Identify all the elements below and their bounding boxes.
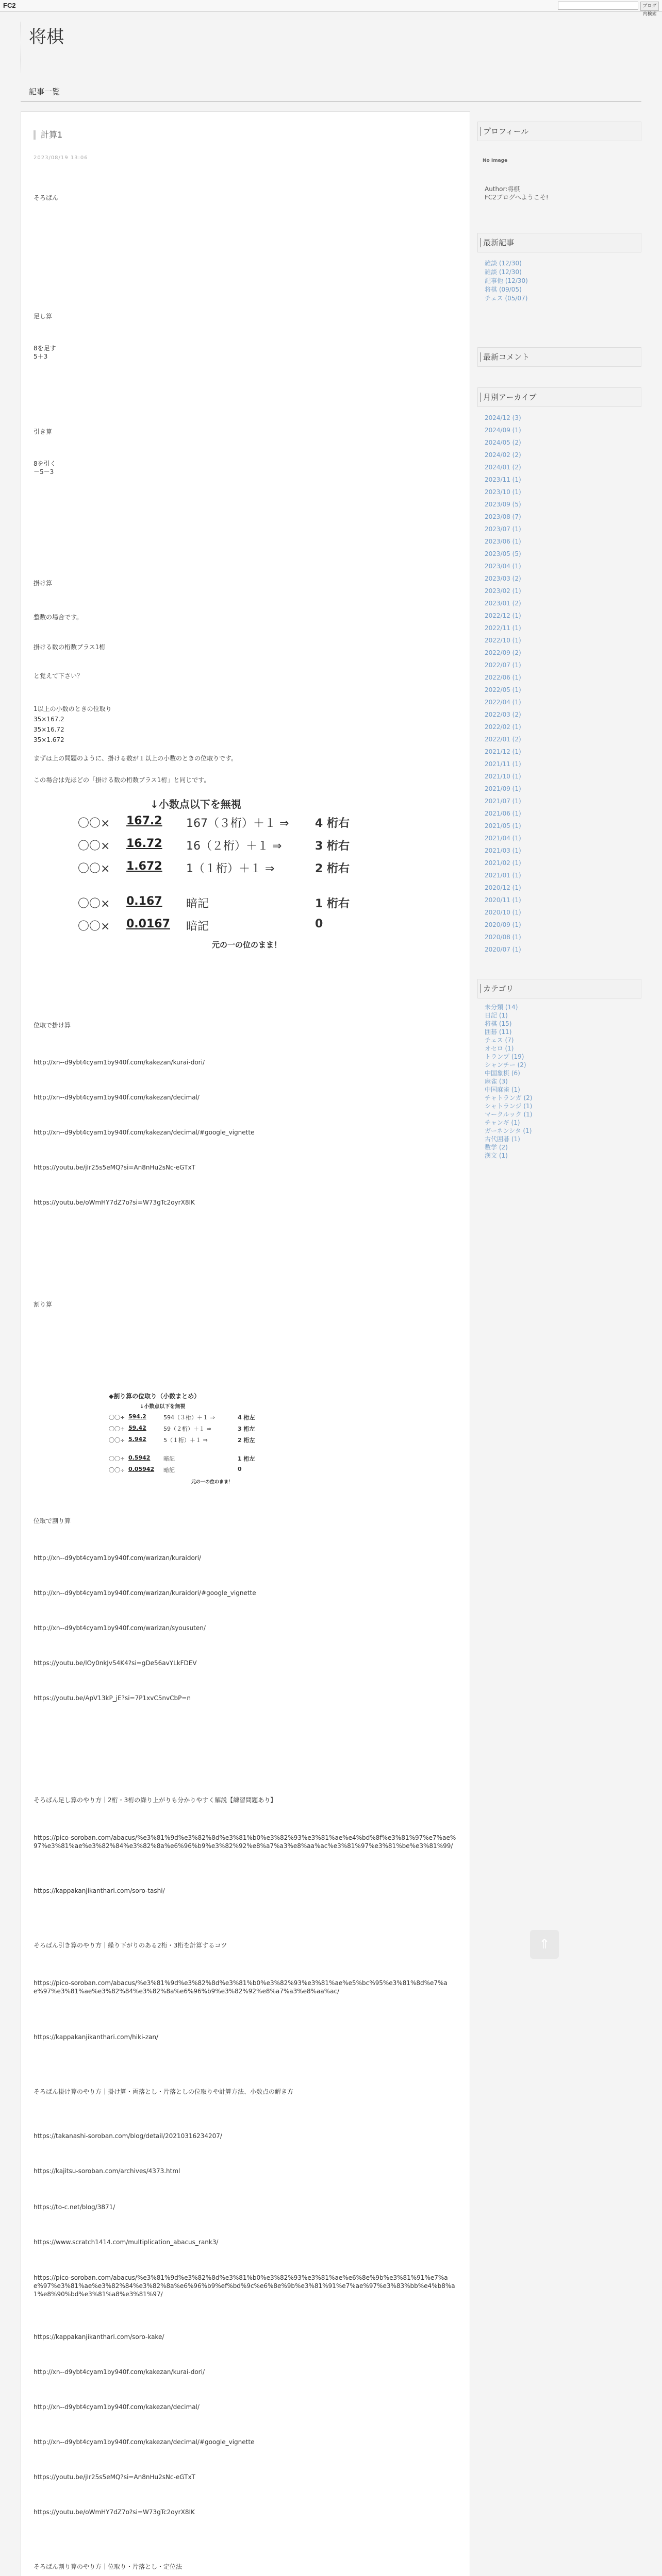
recent-link[interactable]: 雑談 (12/30) [485, 268, 522, 276]
archive-link[interactable]: 2023/01 (2) [485, 600, 521, 607]
article-text: 5＋3 [34, 353, 48, 360]
fig1-row-number: 16.72 [126, 837, 162, 850]
recent-link[interactable]: 雑談 (12/30) [485, 260, 522, 267]
recent-link[interactable]: チェス (05/07) [485, 295, 528, 302]
fig1-row-number: 0.0167 [126, 918, 170, 930]
article-link[interactable]: http://xn--d9ybt4cyam1by940f.com/warizan/syousuten/ [34, 1624, 206, 1632]
article-link[interactable]: http://xn--d9ybt4cyam1by940f.com/kakezan/kurai-dori/ [34, 1059, 205, 1066]
archive-link[interactable]: 2022/06 (1) [485, 674, 521, 681]
category-link[interactable]: チャトランガ (2) [485, 1094, 533, 1101]
archive-link[interactable]: 2022/04 (1) [485, 699, 521, 706]
article-link[interactable]: https://kappakanjikanthari.com/hiki-zan/ [34, 2033, 159, 2041]
fig1-row-prefix: 〇〇× [78, 862, 110, 875]
fig2-footer-note: 元の一の位のまま！ [191, 1480, 234, 1485]
article-text: そろばん足し算のやり方｜2桁・3桁の繰り上がりも分かりやすく解説【練習問題あり】 [34, 1797, 277, 1804]
fig2-row-rule: 暗記 [163, 1455, 175, 1462]
fig2-title: ◆割り算の位取り（小数まとめ） [109, 1393, 201, 1400]
category-heading: カテゴリ [477, 979, 641, 998]
article-link[interactable]: https://www.scratch1414.com/multiplication_abacus_rank3/ [34, 2239, 219, 2246]
article-text: まずは上の問題のように、掛ける数が１以上の小数のときの位取りです。 [34, 755, 238, 762]
archive-link[interactable]: 2022/01 (2) [485, 736, 521, 743]
article-link[interactable]: https://kajitsu-soroban.com/archives/4373.html [34, 2167, 180, 2175]
article-text: 35×16.72 [34, 726, 64, 733]
archive-link[interactable]: 2023/04 (1) [485, 563, 521, 570]
category-link[interactable]: 漢文 (1) [485, 1152, 508, 1159]
fig1-row-prefix: 〇〇× [78, 840, 110, 853]
fig2-row-answer: 4 桁左 [238, 1414, 255, 1421]
blog-title[interactable]: 将棋 [29, 27, 64, 47]
fig2-row-number: 5.942 [128, 1436, 146, 1443]
archive-link[interactable]: 2021/04 (1) [485, 835, 521, 842]
fig2-row-rule: 5（１桁）＋１ ⇒ [163, 1437, 208, 1444]
comments-heading: 最新コメント [477, 347, 641, 367]
category-link[interactable]: ガーネンシタ (1) [485, 1127, 532, 1134]
archive-link[interactable]: 2023/11 (1) [485, 476, 521, 483]
fc2-search-input[interactable] [558, 2, 638, 10]
category-link[interactable]: 囲碁 (11) [485, 1028, 512, 1036]
article-link[interactable]: https://youtu.be/oWmHY7dZ7o?si=W73gTc2oyrX8IK [34, 1199, 195, 1206]
nav-article-list[interactable]: 記事一覧 [29, 87, 60, 96]
article-link[interactable]: http://xn--d9ybt4cyam1by940f.com/warizan/kuraidori/ [34, 1554, 202, 1562]
article-link[interactable]: http://xn--d9ybt4cyam1by940f.com/kakezan/decimal/#google_vignette [34, 1129, 255, 1136]
archive-link[interactable]: 2022/03 (2) [485, 711, 521, 718]
fig2-row-answer: 2 桁左 [238, 1437, 255, 1444]
archive-link[interactable]: 2022/10 (1) [485, 637, 521, 644]
archive-link[interactable]: 2020/10 (1) [485, 909, 521, 916]
article-text: －5－3 [34, 468, 54, 476]
archive-link[interactable]: 2021/06 (1) [485, 810, 521, 817]
archive-heading: 月別アーカイブ [477, 387, 641, 407]
archive-link[interactable]: 2022/02 (1) [485, 723, 521, 731]
article-title[interactable]: 計算1 [34, 130, 62, 140]
category-link[interactable]: オセロ (1) [485, 1045, 514, 1052]
article-date: 2023/08/19 13:06 [34, 155, 88, 161]
archive-link[interactable]: 2020/07 (1) [485, 946, 521, 953]
article-link[interactable]: https://youtu.be/oWmHY7dZ7o?si=W73gTc2oyrX8IK [34, 2509, 195, 2516]
article-link[interactable]: https://youtu.be/jIr25s5eMQ?si=An8nHu2sNc-eGTxT [34, 1164, 195, 1171]
article-text: 35×1.672 [34, 736, 64, 743]
article-link[interactable]: https://youtu.be/lOy0nkJv54K4?si=gDe56avYLkFDEV [34, 1659, 197, 1667]
article-text: 位取で割り算 [34, 1517, 71, 1524]
fig2-row-prefix: 〇〇÷ [109, 1414, 125, 1421]
archive-link[interactable]: 2022/05 (1) [485, 686, 521, 693]
archive-link[interactable]: 2021/11 (1) [485, 760, 521, 768]
article-text: そろばん [34, 194, 59, 201]
article-text: 足し算 [34, 313, 53, 320]
fig2-row-number: 59.42 [128, 1425, 146, 1431]
article-link[interactable]: https://pico-soroban.com/abacus/%e3%81%9d%e3%82%8d%e3%81%b0%e3%82%93%e3%81%ae%e6%8e%9b%e3%81%91%e7%ae%97%e3%81%ae%e3%82%84%e3%82%8a%e6%96%b9%ef%bd%9c%e6%8e%9b%e3%81%91%e7%ae%97%e3%83%bb%e4%b8%a1%e8%90%bd%e3%81%a8%e3%81%97/ [34, 2274, 455, 2298]
archive-link[interactable]: 2021/02 (1) [485, 859, 521, 867]
article-text: 整数の場合です。 [34, 614, 83, 621]
archive-link[interactable]: 2024/05 (2) [485, 439, 521, 446]
category-link[interactable]: 古代囲碁 (1) [485, 1136, 520, 1143]
archive-link[interactable]: 2020/11 (1) [485, 896, 521, 904]
fig1-row-prefix: 〇〇× [78, 920, 110, 933]
article-card [21, 111, 470, 2576]
fig1-row-answer: 4 桁右 [315, 817, 350, 830]
article-link[interactable]: https://youtu.be/jIr25s5eMQ?si=An8nHu2sNc-eGTxT [34, 2473, 195, 2481]
article-link[interactable]: https://kappakanjikanthari.com/soro-tashi/ [34, 1887, 165, 1894]
category-link[interactable]: チェス (7) [485, 1037, 514, 1044]
archive-link[interactable]: 2024/01 (2) [485, 464, 521, 471]
fig1-row-answer: 1 桁右 [315, 897, 350, 910]
fig1-row-prefix: 〇〇× [78, 897, 110, 910]
recent-link[interactable]: 記事他 (12/30) [485, 277, 528, 284]
archive-link[interactable]: 2020/08 (1) [485, 934, 521, 941]
article-link[interactable]: http://xn--d9ybt4cyam1by940f.com/warizan/kuraidori/#google_vignette [34, 1589, 256, 1597]
fig1-row-number: 0.167 [126, 895, 162, 908]
scroll-to-top-button[interactable]: ⇑ [530, 1930, 559, 1959]
archive-link[interactable]: 2023/07 (1) [485, 526, 521, 533]
archive-link[interactable]: 2022/07 (1) [485, 662, 521, 669]
archive-link[interactable]: 2021/01 (1) [485, 872, 521, 879]
archive-link[interactable]: 2023/09 (5) [485, 501, 521, 508]
article-link[interactable]: http://xn--d9ybt4cyam1by940f.com/kakezan/decimal/#google_vignette [34, 2438, 255, 2446]
category-link[interactable]: チャンギ (1) [485, 1119, 520, 1126]
profile-heading: プロフィール [477, 122, 641, 141]
article-text: 掛ける数の桁数プラス1桁 [34, 643, 106, 651]
archive-link[interactable]: 2023/02 (1) [485, 587, 521, 595]
category-link[interactable]: 未分類 (14) [485, 1004, 518, 1011]
article-text: 掛け算 [34, 580, 53, 587]
fig1-row-answer: 0 [315, 918, 323, 930]
category-link[interactable]: マークルック (1) [485, 1111, 533, 1118]
archive-link[interactable]: 2021/10 (1) [485, 773, 521, 780]
article-link[interactable]: https://kappakanjikanthari.com/soro-kake/ [34, 2333, 164, 2341]
archive-link[interactable]: 2024/09 (1) [485, 427, 521, 434]
article-link[interactable]: https://pico-soroban.com/abacus/%e3%81%9d%e3%82%8d%e3%81%b0%e3%82%93%e3%81%ae%e4%bd%8f%e3%81%97%e7%ae%97%e3%81%ae%e3%82%84%e3%82%8a%e6%96%b9%e3%82%92%e8%a7%a3%e8%aa%ac%e3%81%97%e3%81%be%e3%81%99/ [34, 1834, 456, 1850]
fig1-row-rule: 167（３桁）＋１ ⇒ [186, 817, 289, 830]
category-link[interactable]: 数学 (2) [485, 1144, 508, 1151]
fig2-row-rule: 59（２桁）＋１ ⇒ [163, 1426, 211, 1432]
fig2-row-answer: 3 桁左 [238, 1426, 255, 1432]
archive-link[interactable]: 2023/03 (2) [485, 575, 521, 582]
fig2-row-number: 0.5942 [128, 1454, 151, 1461]
archive-link[interactable]: 2021/05 (1) [485, 822, 521, 829]
article-text: と覚えて下さい？ [34, 672, 84, 680]
article-link[interactable]: https://pico-soroban.com/abacus/%e3%81%9d%e3%82%8d%e3%81%b0%e3%82%93%e3%81%ae%e5%bc%95%e3%81%8d%e7%ae%97%e3%81%ae%e3%82%84%e3%82%8a%e6%96%b9%e3%82%92%e8%a7%a3%e8%aa%ac/ [34, 1979, 448, 1995]
category-link[interactable]: 中国象棋 (6) [485, 1070, 520, 1077]
recent-heading: 最新記事 [477, 233, 641, 252]
fc2-logo[interactable]: FC2 [3, 2, 16, 9]
article-link[interactable]: https://takanashi-soroban.com/blog/detail/20210316234207/ [34, 2132, 222, 2140]
profile-welcome: FC2ブログへようこそ! [485, 194, 549, 201]
archive-link[interactable]: 2021/07 (1) [485, 798, 521, 805]
fig1-row-answer: 3 桁右 [315, 840, 350, 853]
category-link[interactable]: 麻雀 (3) [485, 1078, 508, 1085]
fig2-row-number: 594.2 [128, 1413, 146, 1420]
archive-link[interactable]: 2022/11 (1) [485, 624, 521, 632]
archive-link[interactable]: 2023/05 (5) [485, 550, 521, 557]
archive-link[interactable]: 2023/06 (1) [485, 538, 521, 545]
profile-avatar: No Image [483, 158, 508, 163]
article-text: 1以上の小数のときの位取り [34, 705, 112, 713]
article-text: そろばん割り算のやり方｜位取り・片落とし・定位法 [34, 2563, 183, 2570]
fig1-caption: ↓小数点以下を無視 [150, 798, 241, 810]
fig2-caption: ↓小数点以下を無視 [140, 1404, 186, 1410]
article-text: 割り算 [34, 1301, 53, 1308]
fig1-row-rule: 1（１桁）＋１ ⇒ [186, 862, 275, 875]
archive-link[interactable]: 2023/08 (7) [485, 513, 521, 520]
archive-link[interactable]: 2024/12 (3) [485, 414, 521, 421]
archive-link[interactable]: 2021/03 (1) [485, 847, 521, 854]
recent-link[interactable]: 将棋 (09/05) [485, 286, 522, 293]
category-link[interactable]: トランプ (19) [485, 1053, 524, 1060]
article-text: 8を足す [34, 345, 56, 352]
article-text: 8を引く [34, 460, 56, 467]
fig1-footer-note: 元の一の位のまま！ [212, 940, 282, 950]
fig2-row-rule: 594（３桁）＋１ ⇒ [163, 1414, 215, 1421]
article-text: 35×167.2 [34, 716, 64, 723]
archive-link[interactable]: 2023/10 (1) [485, 488, 521, 496]
article-text: 引き算 [34, 428, 53, 435]
fig2-row-answer: 0 [238, 1466, 242, 1472]
fig2-row-prefix: 〇〇÷ [109, 1467, 125, 1473]
article-text: そろばん掛け算のやり方｜掛け算・両落とし・片落としの位取りや計算方法、小数点の解き方 [34, 2088, 294, 2095]
article-link[interactable]: http://xn--d9ybt4cyam1by940f.com/kakezan/kurai-dori/ [34, 2368, 205, 2376]
archive-link[interactable]: 2021/12 (1) [485, 748, 521, 755]
category-link[interactable]: 中国麻雀 (1) [485, 1086, 520, 1093]
article-text: この場合は先ほどの「掛ける数の桁数プラス1桁」と同じです。 [34, 776, 210, 784]
fig2-row-number: 0.05942 [128, 1466, 155, 1472]
fc2-search-button[interactable]: ブログ内検索 [640, 2, 659, 11]
fc2-header-bar [0, 0, 662, 17]
fig1-row-number: 167.2 [126, 815, 162, 827]
fig2-row-answer: 1 桁左 [238, 1455, 255, 1462]
archive-link[interactable]: 2022/09 (2) [485, 649, 521, 656]
article-link[interactable]: http://xn--d9ybt4cyam1by940f.com/kakezan/decimal/ [34, 1094, 200, 1101]
archive-link[interactable]: 2020/12 (1) [485, 884, 521, 891]
archive-link[interactable]: 2022/12 (1) [485, 612, 521, 619]
category-link[interactable]: 将棋 (15) [485, 1020, 512, 1027]
article-text: 位取で掛け算 [34, 1022, 71, 1029]
article-text: そろばん引き算のやり方｜繰り下がりのある2桁・3桁を計算するコツ [34, 1942, 227, 1949]
archive-link[interactable]: 2024/02 (2) [485, 451, 521, 459]
fig2-row-prefix: 〇〇÷ [109, 1426, 125, 1432]
fig1-row-rule: 暗記 [186, 897, 209, 910]
profile-author: Author:将棋 [485, 185, 520, 193]
header-divider [21, 22, 23, 73]
article-link[interactable]: http://xn--d9ybt4cyam1by940f.com/kakezan/decimal/ [34, 2403, 200, 2411]
multiplication-place-figure [78, 796, 387, 981]
fig2-row-rule: 暗記 [163, 1467, 175, 1473]
division-place-figure [109, 1392, 325, 1495]
archive-link[interactable]: 2020/09 (1) [485, 921, 521, 928]
fig1-row-answer: 2 桁右 [315, 862, 350, 875]
archive-link[interactable]: 2021/09 (1) [485, 785, 521, 792]
category-link[interactable]: シャンチー (2) [485, 1061, 526, 1069]
fig2-row-prefix: 〇〇÷ [109, 1455, 125, 1462]
category-link[interactable]: シャトランジ (1) [485, 1103, 533, 1110]
fig1-row-rule: 暗記 [186, 920, 209, 933]
fig2-row-prefix: 〇〇÷ [109, 1437, 125, 1444]
fig1-row-prefix: 〇〇× [78, 817, 110, 830]
fig1-row-number: 1.672 [126, 860, 162, 873]
article-link[interactable]: https://to-c.net/blog/3871/ [34, 2204, 115, 2211]
article-link[interactable]: https://youtu.be/ApV13kP_jE?si=7P1xvC5nvCbP=n [34, 1694, 191, 1702]
category-link[interactable]: 日記 (1) [485, 1012, 508, 1019]
fig1-row-rule: 16（２桁）＋１ ⇒ [186, 840, 282, 853]
